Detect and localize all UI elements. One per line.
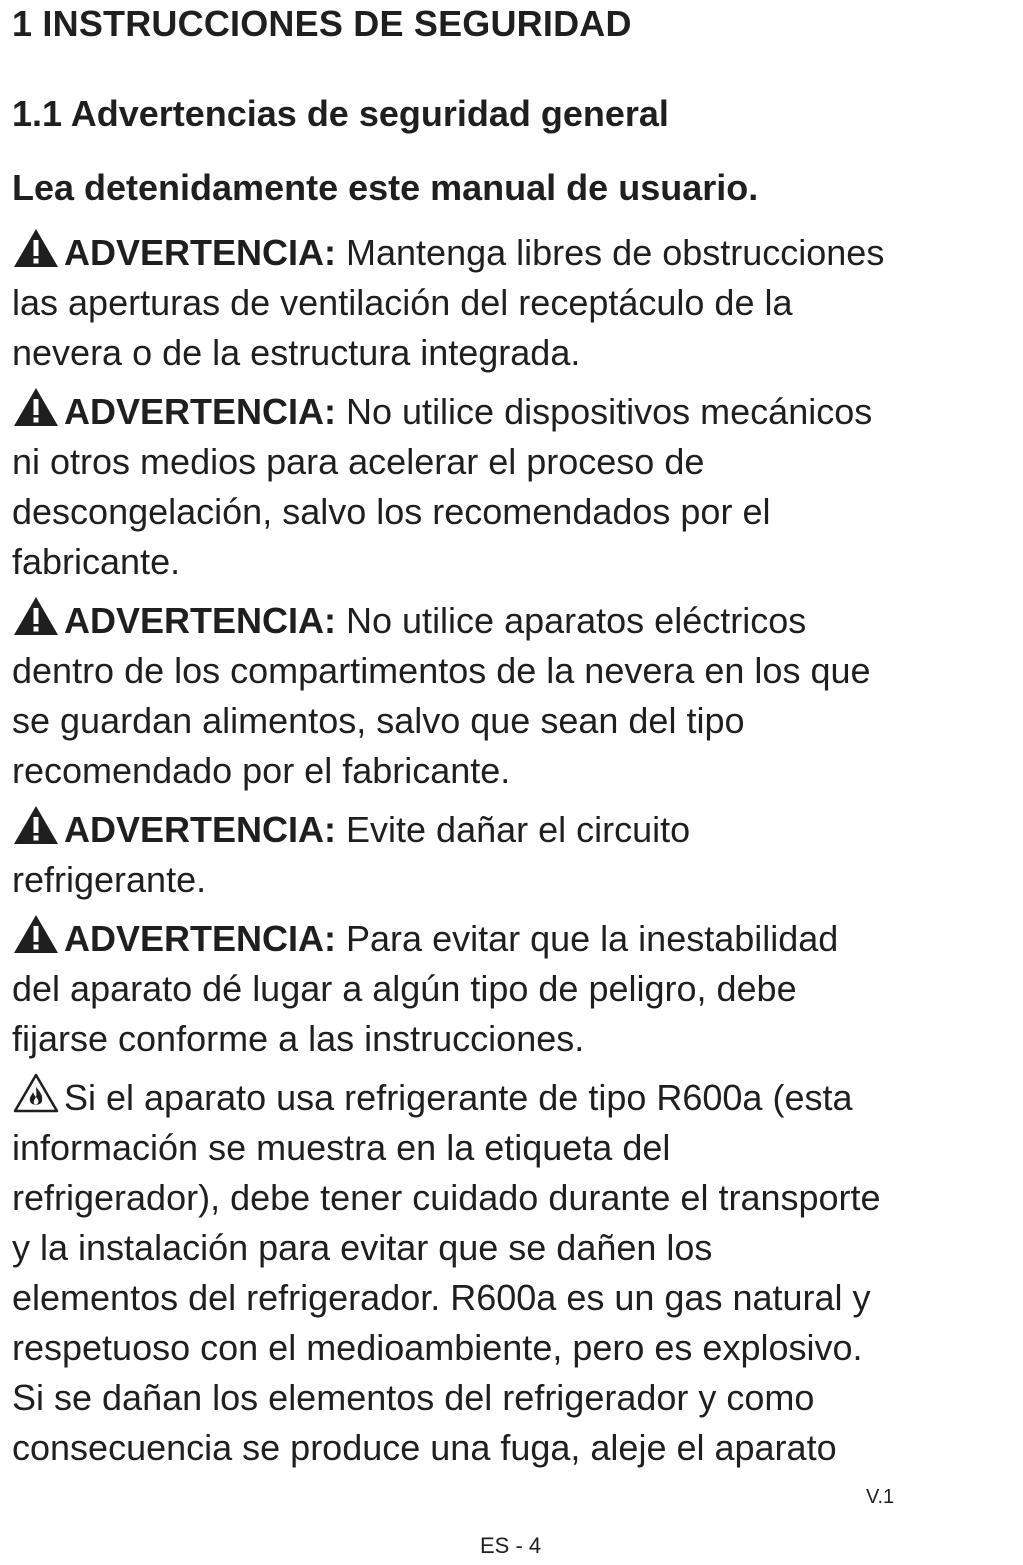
warning-line (12, 386, 1014, 437)
notice-text: y la instalación para evitar que se dañen los (12, 1227, 713, 1268)
warning-text: Para evitar que la inestabilidad (336, 918, 839, 959)
flammable-warning-icon (12, 1072, 60, 1114)
flammable-notice (12, 1072, 1014, 1473)
warning-triangle-icon (12, 595, 60, 637)
warning-text: dentro de los compartimentos de la nevera en los que (12, 650, 871, 691)
warning-text: ni otros medios para acelerar el proceso de (12, 441, 705, 482)
warning-line (12, 595, 1014, 646)
warning-text: se guardan alimentos, salvo que sean del tipo (12, 700, 745, 741)
warning-item (12, 595, 1014, 796)
warning-text: fijarse conforme a las instrucciones. (12, 1018, 585, 1059)
warning-label: ADVERTENCIA: (64, 232, 337, 273)
warning-triangle-icon (12, 386, 60, 428)
notice-text: Si se dañan los elementos del refrigerador y como (12, 1377, 815, 1418)
warning-triangle-icon (12, 227, 60, 269)
warning-text: No utilice dispositivos mecánicos (336, 391, 873, 432)
warning-label: ADVERTENCIA: (64, 391, 337, 432)
warning-item (12, 913, 1014, 1064)
warning-text: recomendado por el fabricante. (12, 750, 511, 791)
warning-line (12, 913, 1014, 964)
notice-text: elementos del refrigerador. R600a es un gas natural y (12, 1277, 871, 1318)
warning-line (12, 804, 1014, 855)
warning-text: refrigerante. (12, 859, 207, 900)
warning-text: No utilice aparatos eléctricos (336, 600, 807, 641)
version-label: V.1 (866, 1486, 895, 1508)
warning-text: Mantenga libres de obstrucciones (336, 232, 885, 273)
intro-text: Lea detenidamente este manual de usuario. (12, 167, 759, 208)
notice-text: Si el aparato usa refrigerante de tipo R600a (esta (64, 1077, 853, 1118)
warning-triangle-icon (12, 804, 60, 846)
warning-label: ADVERTENCIA: (64, 809, 337, 850)
notice-text: respetuoso con el medioambiente, pero es explosivo. (12, 1327, 863, 1368)
subsection-heading: 1.1 Advertencias de seguridad general (12, 93, 669, 134)
warning-line (12, 227, 1014, 278)
warning-item (12, 227, 1014, 378)
warning-text: fabricante. (12, 541, 181, 582)
warning-text: descongelación, salvo los recomendados por el (12, 491, 771, 532)
section-heading: 1 INSTRUCCIONES DE SEGURIDAD (12, 3, 632, 44)
notice-text: consecuencia se produce una fuga, aleje el aparato (12, 1427, 837, 1468)
warning-triangle-icon (12, 913, 60, 955)
warning-item (12, 386, 1014, 587)
warning-item (12, 804, 1014, 905)
warning-text: del aparato dé lugar a algún tipo de peligro, debe (12, 968, 797, 1009)
page-number: ES - 4 (480, 1533, 542, 1558)
warning-label: ADVERTENCIA: (64, 600, 337, 641)
warnings-list (12, 227, 1014, 1481)
warning-text: Evite dañar el circuito (336, 809, 691, 850)
warning-label: ADVERTENCIA: (64, 918, 337, 959)
warning-text: las aperturas de ventilación del receptáculo de la (12, 282, 793, 323)
notice-text: refrigerador), debe tener cuidado durante el transporte (12, 1177, 881, 1218)
warning-line (12, 1072, 1014, 1123)
notice-text: información se muestra en la etiqueta del (12, 1127, 671, 1168)
warning-text: nevera o de la estructura integrada. (12, 332, 581, 373)
